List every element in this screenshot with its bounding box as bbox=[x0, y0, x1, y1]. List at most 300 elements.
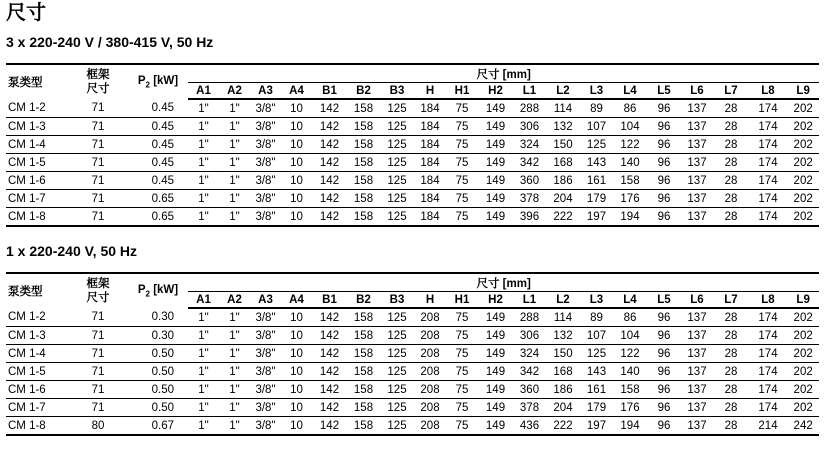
col-header-h: H bbox=[414, 83, 446, 100]
table-cell: 125 bbox=[380, 208, 414, 227]
table-cell: 1" bbox=[219, 345, 250, 363]
table-cell: 208 bbox=[414, 327, 446, 345]
table-cell: 137 bbox=[681, 118, 713, 136]
table-cell: 214 bbox=[749, 417, 787, 436]
col-header-l9: L9 bbox=[787, 292, 819, 309]
col-header-l9: L9 bbox=[787, 83, 819, 100]
table-cell: 137 bbox=[681, 99, 713, 118]
table-cell: 137 bbox=[681, 381, 713, 399]
table-cell: 1" bbox=[219, 118, 250, 136]
table-cell: 137 bbox=[681, 308, 713, 327]
table-cell: 149 bbox=[478, 99, 513, 118]
table-cell: 1" bbox=[219, 399, 250, 417]
table-cell: 28 bbox=[713, 136, 749, 154]
table-cell: 149 bbox=[478, 154, 513, 172]
table-cell: 75 bbox=[446, 136, 478, 154]
table-cell: 208 bbox=[414, 345, 446, 363]
table-cell: 168 bbox=[546, 154, 580, 172]
table-cell: 71 bbox=[68, 154, 128, 172]
table-cell: 202 bbox=[787, 381, 819, 399]
table-cell: 149 bbox=[478, 381, 513, 399]
table-cell: 10 bbox=[281, 172, 312, 190]
table-cell: 186 bbox=[546, 172, 580, 190]
table-cell: 75 bbox=[446, 99, 478, 118]
table-cell: 1" bbox=[188, 399, 219, 417]
table-cell: CM 1-4 bbox=[6, 345, 68, 363]
table-cell: 1" bbox=[188, 381, 219, 399]
table-cell: 158 bbox=[613, 172, 647, 190]
table-cell: 28 bbox=[713, 417, 749, 436]
table-row bbox=[6, 190, 819, 208]
table-cell: 158 bbox=[347, 190, 380, 208]
table-cell: 150 bbox=[546, 136, 580, 154]
col-header-b2: B2 bbox=[347, 83, 380, 100]
col-header-a2: A2 bbox=[219, 292, 250, 309]
table-cell: 1" bbox=[188, 136, 219, 154]
table-cell: 3/8" bbox=[250, 399, 281, 417]
table-cell: 396 bbox=[513, 208, 546, 227]
table-cell: 158 bbox=[347, 345, 380, 363]
table-cell: 75 bbox=[446, 172, 478, 190]
table-cell: 222 bbox=[546, 208, 580, 227]
col-header-h2: H2 bbox=[478, 83, 513, 100]
table-cell: 10 bbox=[281, 327, 312, 345]
col-header-l5: L5 bbox=[647, 292, 681, 309]
table-cell: 125 bbox=[380, 417, 414, 436]
table-cell: 149 bbox=[478, 172, 513, 190]
col-header-h: H bbox=[414, 292, 446, 309]
table-cell: 125 bbox=[380, 118, 414, 136]
table-cell: 10 bbox=[281, 118, 312, 136]
col-header-l7: L7 bbox=[713, 83, 749, 100]
table-cell: 137 bbox=[681, 208, 713, 227]
table-cell: 150 bbox=[546, 345, 580, 363]
col-header-a2: A2 bbox=[219, 83, 250, 100]
table-cell: 143 bbox=[580, 363, 613, 381]
col-header-l8: L8 bbox=[749, 292, 787, 309]
table-cell: 3/8" bbox=[250, 118, 281, 136]
table-cell: 3/8" bbox=[250, 190, 281, 208]
table-cell: 208 bbox=[414, 363, 446, 381]
table-cell: 107 bbox=[580, 118, 613, 136]
table-cell: 342 bbox=[513, 363, 546, 381]
table-cell: 114 bbox=[546, 99, 580, 118]
table-row bbox=[6, 327, 819, 345]
table-cell: CM 1-4 bbox=[6, 136, 68, 154]
table-cell: 1" bbox=[188, 99, 219, 118]
table-cell: CM 1-8 bbox=[6, 208, 68, 227]
table-cell: 107 bbox=[580, 327, 613, 345]
table-cell: 137 bbox=[681, 363, 713, 381]
table-cell: CM 1-6 bbox=[6, 381, 68, 399]
col-header-pump-type: 泵类型 bbox=[6, 273, 68, 308]
table-cell: 1" bbox=[188, 190, 219, 208]
col-header-a3: A3 bbox=[250, 83, 281, 100]
table-row bbox=[6, 99, 819, 118]
table-cell: 71 bbox=[68, 118, 128, 136]
table-cell: 142 bbox=[312, 363, 347, 381]
col-header-a4: A4 bbox=[281, 83, 312, 100]
col-header-l8: L8 bbox=[749, 83, 787, 100]
table-cell: 149 bbox=[478, 118, 513, 136]
table-cell: 142 bbox=[312, 172, 347, 190]
table-cell: 208 bbox=[414, 381, 446, 399]
table-cell: 378 bbox=[513, 190, 546, 208]
table-cell: 137 bbox=[681, 327, 713, 345]
table-cell: 142 bbox=[312, 399, 347, 417]
table-cell: 306 bbox=[513, 118, 546, 136]
table-cell: 137 bbox=[681, 190, 713, 208]
table-cell: 28 bbox=[713, 118, 749, 136]
table-cell: 158 bbox=[347, 118, 380, 136]
table-cell: 184 bbox=[414, 118, 446, 136]
table-cell: 71 bbox=[68, 99, 128, 118]
table-cell: 168 bbox=[546, 363, 580, 381]
table-cell: 202 bbox=[787, 208, 819, 227]
table-cell: 0.45 bbox=[128, 118, 188, 136]
table-cell: 161 bbox=[580, 172, 613, 190]
col-header-a1: A1 bbox=[188, 83, 219, 100]
table-cell: 0.67 bbox=[128, 417, 188, 436]
table-cell: 3/8" bbox=[250, 345, 281, 363]
table-cell: 174 bbox=[749, 154, 787, 172]
col-header-pump-type: 泵类型 bbox=[6, 64, 68, 99]
table-cell: 75 bbox=[446, 118, 478, 136]
table-cell: 158 bbox=[347, 308, 380, 327]
table-cell: 1" bbox=[219, 417, 250, 436]
col-header-power bbox=[128, 64, 188, 99]
table-cell: 288 bbox=[513, 308, 546, 327]
table-cell: 158 bbox=[347, 99, 380, 118]
table-cell: 204 bbox=[546, 190, 580, 208]
table-cell: 75 bbox=[446, 154, 478, 172]
col-header-b1: B1 bbox=[312, 292, 347, 309]
power-sub: 2 bbox=[145, 289, 150, 299]
table-cell: 184 bbox=[414, 154, 446, 172]
table-cell: 137 bbox=[681, 172, 713, 190]
table-cell: 149 bbox=[478, 190, 513, 208]
table-cell: 0.30 bbox=[128, 308, 188, 327]
table-cell: 158 bbox=[347, 381, 380, 399]
table-cell: 10 bbox=[281, 208, 312, 227]
table-cell: CM 1-7 bbox=[6, 399, 68, 417]
table-cell: 143 bbox=[580, 154, 613, 172]
table-row bbox=[6, 118, 819, 136]
table-cell: 71 bbox=[68, 345, 128, 363]
table-cell: 184 bbox=[414, 190, 446, 208]
col-header-l4: L4 bbox=[613, 292, 647, 309]
table-cell: 161 bbox=[580, 381, 613, 399]
table-cell: 1" bbox=[219, 308, 250, 327]
table-cell: 149 bbox=[478, 308, 513, 327]
table-cell: 96 bbox=[647, 190, 681, 208]
table-cell: 71 bbox=[68, 363, 128, 381]
table-cell: 10 bbox=[281, 136, 312, 154]
table-cell: 96 bbox=[647, 399, 681, 417]
power-label: P bbox=[137, 283, 146, 296]
col-header-frame-size bbox=[68, 64, 128, 99]
table-cell: 75 bbox=[446, 308, 478, 327]
table-row bbox=[6, 399, 819, 417]
table-cell: CM 1-5 bbox=[6, 154, 68, 172]
col-header-l3: L3 bbox=[580, 292, 613, 309]
table-cell: 104 bbox=[613, 327, 647, 345]
table-cell: 96 bbox=[647, 363, 681, 381]
col-header-h1: H1 bbox=[446, 83, 478, 100]
table-cell: 132 bbox=[546, 327, 580, 345]
table-cell: 0.30 bbox=[128, 327, 188, 345]
table-body bbox=[6, 99, 819, 226]
table-cell: 158 bbox=[347, 172, 380, 190]
table-cell: 10 bbox=[281, 363, 312, 381]
table-cell: 96 bbox=[647, 118, 681, 136]
table-cell: 96 bbox=[647, 136, 681, 154]
table-cell: 174 bbox=[749, 381, 787, 399]
table-cell: 186 bbox=[546, 381, 580, 399]
table-cell: 1" bbox=[188, 363, 219, 381]
table-cell: 202 bbox=[787, 308, 819, 327]
table-cell: 125 bbox=[380, 99, 414, 118]
table-cell: 0.45 bbox=[128, 154, 188, 172]
table-cell: 324 bbox=[513, 136, 546, 154]
table-cell: 1" bbox=[219, 99, 250, 118]
table-cell: 89 bbox=[580, 99, 613, 118]
table-cell: 0.45 bbox=[128, 136, 188, 154]
table-cell: 28 bbox=[713, 399, 749, 417]
table-cell: 222 bbox=[546, 417, 580, 436]
table-cell: CM 1-3 bbox=[6, 327, 68, 345]
table-cell: 114 bbox=[546, 308, 580, 327]
table-cell: 142 bbox=[312, 417, 347, 436]
table-cell: 10 bbox=[281, 417, 312, 436]
table-cell: 1" bbox=[219, 154, 250, 172]
table-cell: CM 1-2 bbox=[6, 308, 68, 327]
table-cell: 0.65 bbox=[128, 208, 188, 227]
table-cell: 96 bbox=[647, 208, 681, 227]
table-cell: 142 bbox=[312, 327, 347, 345]
dimensions-table-1phase bbox=[6, 272, 819, 436]
table-cell: 194 bbox=[613, 208, 647, 227]
table-cell: CM 1-8 bbox=[6, 417, 68, 436]
power-label: P bbox=[137, 74, 146, 87]
col-header-dims-group: 尺寸 [mm] bbox=[188, 273, 819, 292]
table-cell: 360 bbox=[513, 381, 546, 399]
table-cell: 158 bbox=[347, 154, 380, 172]
table-cell: 149 bbox=[478, 136, 513, 154]
col-header-a4: A4 bbox=[281, 292, 312, 309]
table-cell: 1" bbox=[219, 363, 250, 381]
table-cell: 75 bbox=[446, 208, 478, 227]
table-cell: 149 bbox=[478, 327, 513, 345]
table-cell: 197 bbox=[580, 417, 613, 436]
table-cell: 208 bbox=[414, 308, 446, 327]
table-cell: 176 bbox=[613, 399, 647, 417]
power-unit: [kW] bbox=[150, 283, 179, 296]
table-cell: 242 bbox=[787, 417, 819, 436]
table-cell: 125 bbox=[380, 172, 414, 190]
table-cell: 1" bbox=[188, 308, 219, 327]
table-cell: 0.45 bbox=[128, 99, 188, 118]
table-cell: 71 bbox=[68, 136, 128, 154]
table-cell: 71 bbox=[68, 308, 128, 327]
table-cell: 197 bbox=[580, 208, 613, 227]
table-cell: 10 bbox=[281, 381, 312, 399]
table-cell: 142 bbox=[312, 99, 347, 118]
table-cell: 179 bbox=[580, 190, 613, 208]
table-cell: 71 bbox=[68, 399, 128, 417]
frame-label-line2: 尺寸 bbox=[86, 292, 110, 304]
table-cell: 75 bbox=[446, 363, 478, 381]
table-cell: 306 bbox=[513, 327, 546, 345]
table-row bbox=[6, 308, 819, 327]
table-row bbox=[6, 417, 819, 436]
table-cell: 204 bbox=[546, 399, 580, 417]
power-sub: 2 bbox=[145, 80, 150, 90]
table-cell: 125 bbox=[380, 308, 414, 327]
table-cell: 202 bbox=[787, 399, 819, 417]
table-cell: 122 bbox=[613, 345, 647, 363]
table-cell: 140 bbox=[613, 363, 647, 381]
table-row bbox=[6, 345, 819, 363]
table-cell: 202 bbox=[787, 136, 819, 154]
table-cell: 149 bbox=[478, 399, 513, 417]
table-cell: 174 bbox=[749, 327, 787, 345]
table-body bbox=[6, 308, 819, 435]
power-unit: [kW] bbox=[150, 74, 179, 87]
table-cell: 176 bbox=[613, 190, 647, 208]
table-cell: 324 bbox=[513, 345, 546, 363]
table-cell: 125 bbox=[380, 381, 414, 399]
table-cell: 125 bbox=[580, 136, 613, 154]
table-cell: 122 bbox=[613, 136, 647, 154]
table-cell: 10 bbox=[281, 308, 312, 327]
table-cell: 3/8" bbox=[250, 363, 281, 381]
table-cell: 142 bbox=[312, 381, 347, 399]
table-cell: 202 bbox=[787, 345, 819, 363]
table-cell: 202 bbox=[787, 327, 819, 345]
table-cell: 158 bbox=[347, 363, 380, 381]
table-cell: 89 bbox=[580, 308, 613, 327]
table-cell: 140 bbox=[613, 154, 647, 172]
table-cell: 125 bbox=[380, 136, 414, 154]
table-cell: 1" bbox=[188, 208, 219, 227]
frame-label-line2: 尺寸 bbox=[86, 83, 110, 95]
table-cell: 28 bbox=[713, 190, 749, 208]
table-cell: 158 bbox=[613, 381, 647, 399]
table-cell: 149 bbox=[478, 363, 513, 381]
table-cell: 1" bbox=[188, 172, 219, 190]
table-cell: 202 bbox=[787, 172, 819, 190]
table-cell: 142 bbox=[312, 208, 347, 227]
col-header-frame-size bbox=[68, 273, 128, 308]
table-cell: 125 bbox=[380, 363, 414, 381]
table-cell: 86 bbox=[613, 308, 647, 327]
table-cell: 0.50 bbox=[128, 363, 188, 381]
table-cell: 10 bbox=[281, 190, 312, 208]
table-cell: 1" bbox=[188, 417, 219, 436]
table-cell: 202 bbox=[787, 190, 819, 208]
table-cell: 96 bbox=[647, 99, 681, 118]
table-cell: 125 bbox=[380, 327, 414, 345]
table-cell: 1" bbox=[219, 190, 250, 208]
table-cell: 71 bbox=[68, 381, 128, 399]
table-cell: 174 bbox=[749, 345, 787, 363]
table-cell: 28 bbox=[713, 308, 749, 327]
page-title: 尺寸 bbox=[6, 2, 46, 24]
table-cell: 3/8" bbox=[250, 417, 281, 436]
table-cell: 125 bbox=[380, 345, 414, 363]
table-cell: 28 bbox=[713, 99, 749, 118]
table-cell: 28 bbox=[713, 381, 749, 399]
col-header-l1: L1 bbox=[513, 292, 546, 309]
col-header-l5: L5 bbox=[647, 83, 681, 100]
frame-label-line1: 框架 bbox=[86, 69, 110, 81]
table-cell: 0.50 bbox=[128, 345, 188, 363]
table-cell: 288 bbox=[513, 99, 546, 118]
table-cell: 158 bbox=[347, 399, 380, 417]
col-header-b1: B1 bbox=[312, 83, 347, 100]
table-cell: 75 bbox=[446, 417, 478, 436]
table-cell: 28 bbox=[713, 327, 749, 345]
table-cell: 202 bbox=[787, 99, 819, 118]
table-cell: 174 bbox=[749, 208, 787, 227]
table-cell: 1" bbox=[188, 345, 219, 363]
table-cell: 158 bbox=[347, 208, 380, 227]
table-cell: 142 bbox=[312, 345, 347, 363]
table-row bbox=[6, 136, 819, 154]
table-cell: 125 bbox=[380, 190, 414, 208]
table-cell: 104 bbox=[613, 118, 647, 136]
table-cell: 1" bbox=[188, 154, 219, 172]
col-header-b2: B2 bbox=[347, 292, 380, 309]
col-header-b3: B3 bbox=[380, 292, 414, 309]
table-row bbox=[6, 363, 819, 381]
table-cell: 142 bbox=[312, 154, 347, 172]
table-cell: 71 bbox=[68, 208, 128, 227]
table-cell: 28 bbox=[713, 363, 749, 381]
table-cell: CM 1-5 bbox=[6, 363, 68, 381]
table-cell: CM 1-2 bbox=[6, 99, 68, 118]
table-cell: CM 1-3 bbox=[6, 118, 68, 136]
frame-label-line1: 框架 bbox=[86, 278, 110, 290]
table-cell: 184 bbox=[414, 99, 446, 118]
table-cell: 142 bbox=[312, 118, 347, 136]
table-cell: 149 bbox=[478, 417, 513, 436]
col-header-l2: L2 bbox=[546, 83, 580, 100]
table-cell: 158 bbox=[347, 417, 380, 436]
table-cell: 158 bbox=[347, 136, 380, 154]
table-cell: CM 1-6 bbox=[6, 172, 68, 190]
table-cell: 96 bbox=[647, 417, 681, 436]
table-cell: 174 bbox=[749, 118, 787, 136]
section-title-1phase: 1 x 220-240 V, 50 Hz bbox=[6, 243, 138, 259]
table-cell: 1" bbox=[219, 381, 250, 399]
table-cell: 1" bbox=[188, 327, 219, 345]
table-cell: 28 bbox=[713, 208, 749, 227]
table-cell: 202 bbox=[787, 363, 819, 381]
table-cell: 71 bbox=[68, 190, 128, 208]
table-cell: 137 bbox=[681, 399, 713, 417]
table-cell: 0.45 bbox=[128, 172, 188, 190]
table-cell: 10 bbox=[281, 399, 312, 417]
table-cell: 3/8" bbox=[250, 154, 281, 172]
table-cell: 0.65 bbox=[128, 190, 188, 208]
table-cell: 75 bbox=[446, 399, 478, 417]
table-cell: 28 bbox=[713, 154, 749, 172]
table-cell: 1" bbox=[188, 118, 219, 136]
table-cell: 174 bbox=[749, 136, 787, 154]
table-cell: 3/8" bbox=[250, 99, 281, 118]
